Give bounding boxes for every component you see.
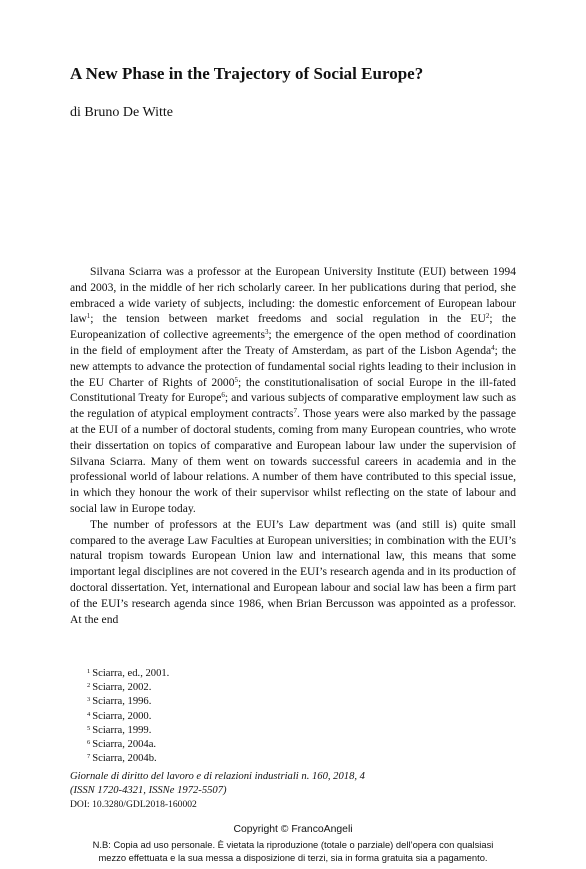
footnote-number: 5 [87,724,91,732]
footnote-number: 2 [87,682,91,690]
paragraph-text: ; the Europeanization of collective agreements [70,312,516,342]
footnote-text: Sciarra, 1996. [92,696,152,708]
footnote-number: 1 [87,668,91,675]
footnote-number: 6 [87,739,91,747]
article-author: di Bruno De Witte [70,105,173,120]
footnote-text: Sciarra, ed., 2001. [92,668,170,679]
footnote-number: 3 [87,696,91,704]
journal-citation [70,770,365,798]
paragraph-text: . Those years were also marked by the passage at the EUI of a number of doctoral students, coming from many European countries, who wrote their dissertation on topics of comparative and European labour law under the supervision of Silvana Sciarra. Many of them went on towards successful careers in academia and in the professional world of labour relations. A number of them have contributed to this special issue, in which they honour the work of their supervisor whilst reflecting on the state of labour and social law in Europe today. [70,407,516,515]
footnote-text: Sciarra, 1999. [92,724,152,736]
footnote-ref[interactable]: 2 [485,312,490,321]
footnote [87,695,169,709]
footnote-text: Sciarra, 2002. [92,682,152,694]
footnote-ref[interactable]: 6 [221,391,225,400]
body-paragraph [70,517,516,628]
footnote [87,681,169,695]
usage-notice-line: N.B: Copia ad uso personale. È vietata la riproduzione (totale o parziale) dell’opera con qualsiasi [92,839,494,850]
paragraph-text: ; the constitutionalisation of social Europe in the ill-fated Constitutional Treaty for Europe [70,375,516,405]
footnote [87,710,169,724]
footnote [87,752,169,766]
footnote [87,738,169,752]
footnote-ref[interactable]: 4 [491,343,495,352]
paragraph-text: Silvana Sciarra was a professor at the European University Institute (EUI) between 1994 and 2003, in the middle of her rich scholarly career. In her publications during that period, she embraced a wide variety of subjects, including: the domestic enforcement of European labour law [70,265,516,326]
article-title: A New Phase in the Trajectory of Social Europe? [70,64,424,83]
footnote-ref[interactable]: 7 [293,407,297,416]
footnote-text: Sciarra, 2000. [92,710,152,722]
paragraph-text: ; the tension between market freedoms and social regulation in the EU [90,312,486,326]
paragraph-text: The number of professors at the EUI’s Law department was (and still is) quite small compared to the average Law Faculties at European universities; in combination with the EUI’s natural tropism towards European Union law and international law, this means that some important legal disciplines are not covered in the EUI’s research agenda and in its production of doctoral dissertation. Yet, international and European labour and social law has been a firm part of the EUI’s research agenda since 1986, when Brian Bercusson was appointed as a professor. At the end [70,517,516,626]
body-paragraph [70,264,516,517]
paragraph-text: ; and various subjects of comparative employment law such as the regulation of atypical employment contracts [70,391,516,421]
journal-issn-line: (ISSN 1720-4321, ISSNe 1972-5507) [70,785,227,797]
footnote-text: Sciarra, 2004b. [92,753,157,765]
footnote-ref[interactable]: 1 [86,312,91,321]
paragraph-text: ; the new attempts to advance the protection of fundamental social rights leading to their inclusion in the EU Charter of Rights of 2000 [70,343,516,389]
doi: DOI: 10.3280/GDL2018-160002 [70,799,197,810]
usage-notice [0,838,586,864]
journal-citation-line: Giornale di diritto del lavoro e di relazioni industriali n. 160, 2018, 4 [70,771,365,782]
footnote-number: 7 [87,753,91,761]
footnotes-list [87,667,169,766]
paragraph-text: ; the emergence of the open method of coordination in the field of employment after the Treaty of Amsterdam, as part of the Lisbon Agenda [70,328,516,357]
footnote-text: Sciarra, 2004a. [92,739,157,751]
copyright-notice: Copyright © FrancoAngeli [233,824,353,835]
footnote-ref[interactable]: 3 [265,328,269,337]
footnote [87,667,169,681]
footnote [87,724,169,738]
usage-notice-line: mezzo effettuata e la sua messa a disposizione di terzi, sia in forma gratuita sia a pagamento. [98,852,488,863]
footnote-ref[interactable]: 5 [234,375,239,384]
article-body [70,264,516,627]
footnote-number: 4 [87,710,91,718]
